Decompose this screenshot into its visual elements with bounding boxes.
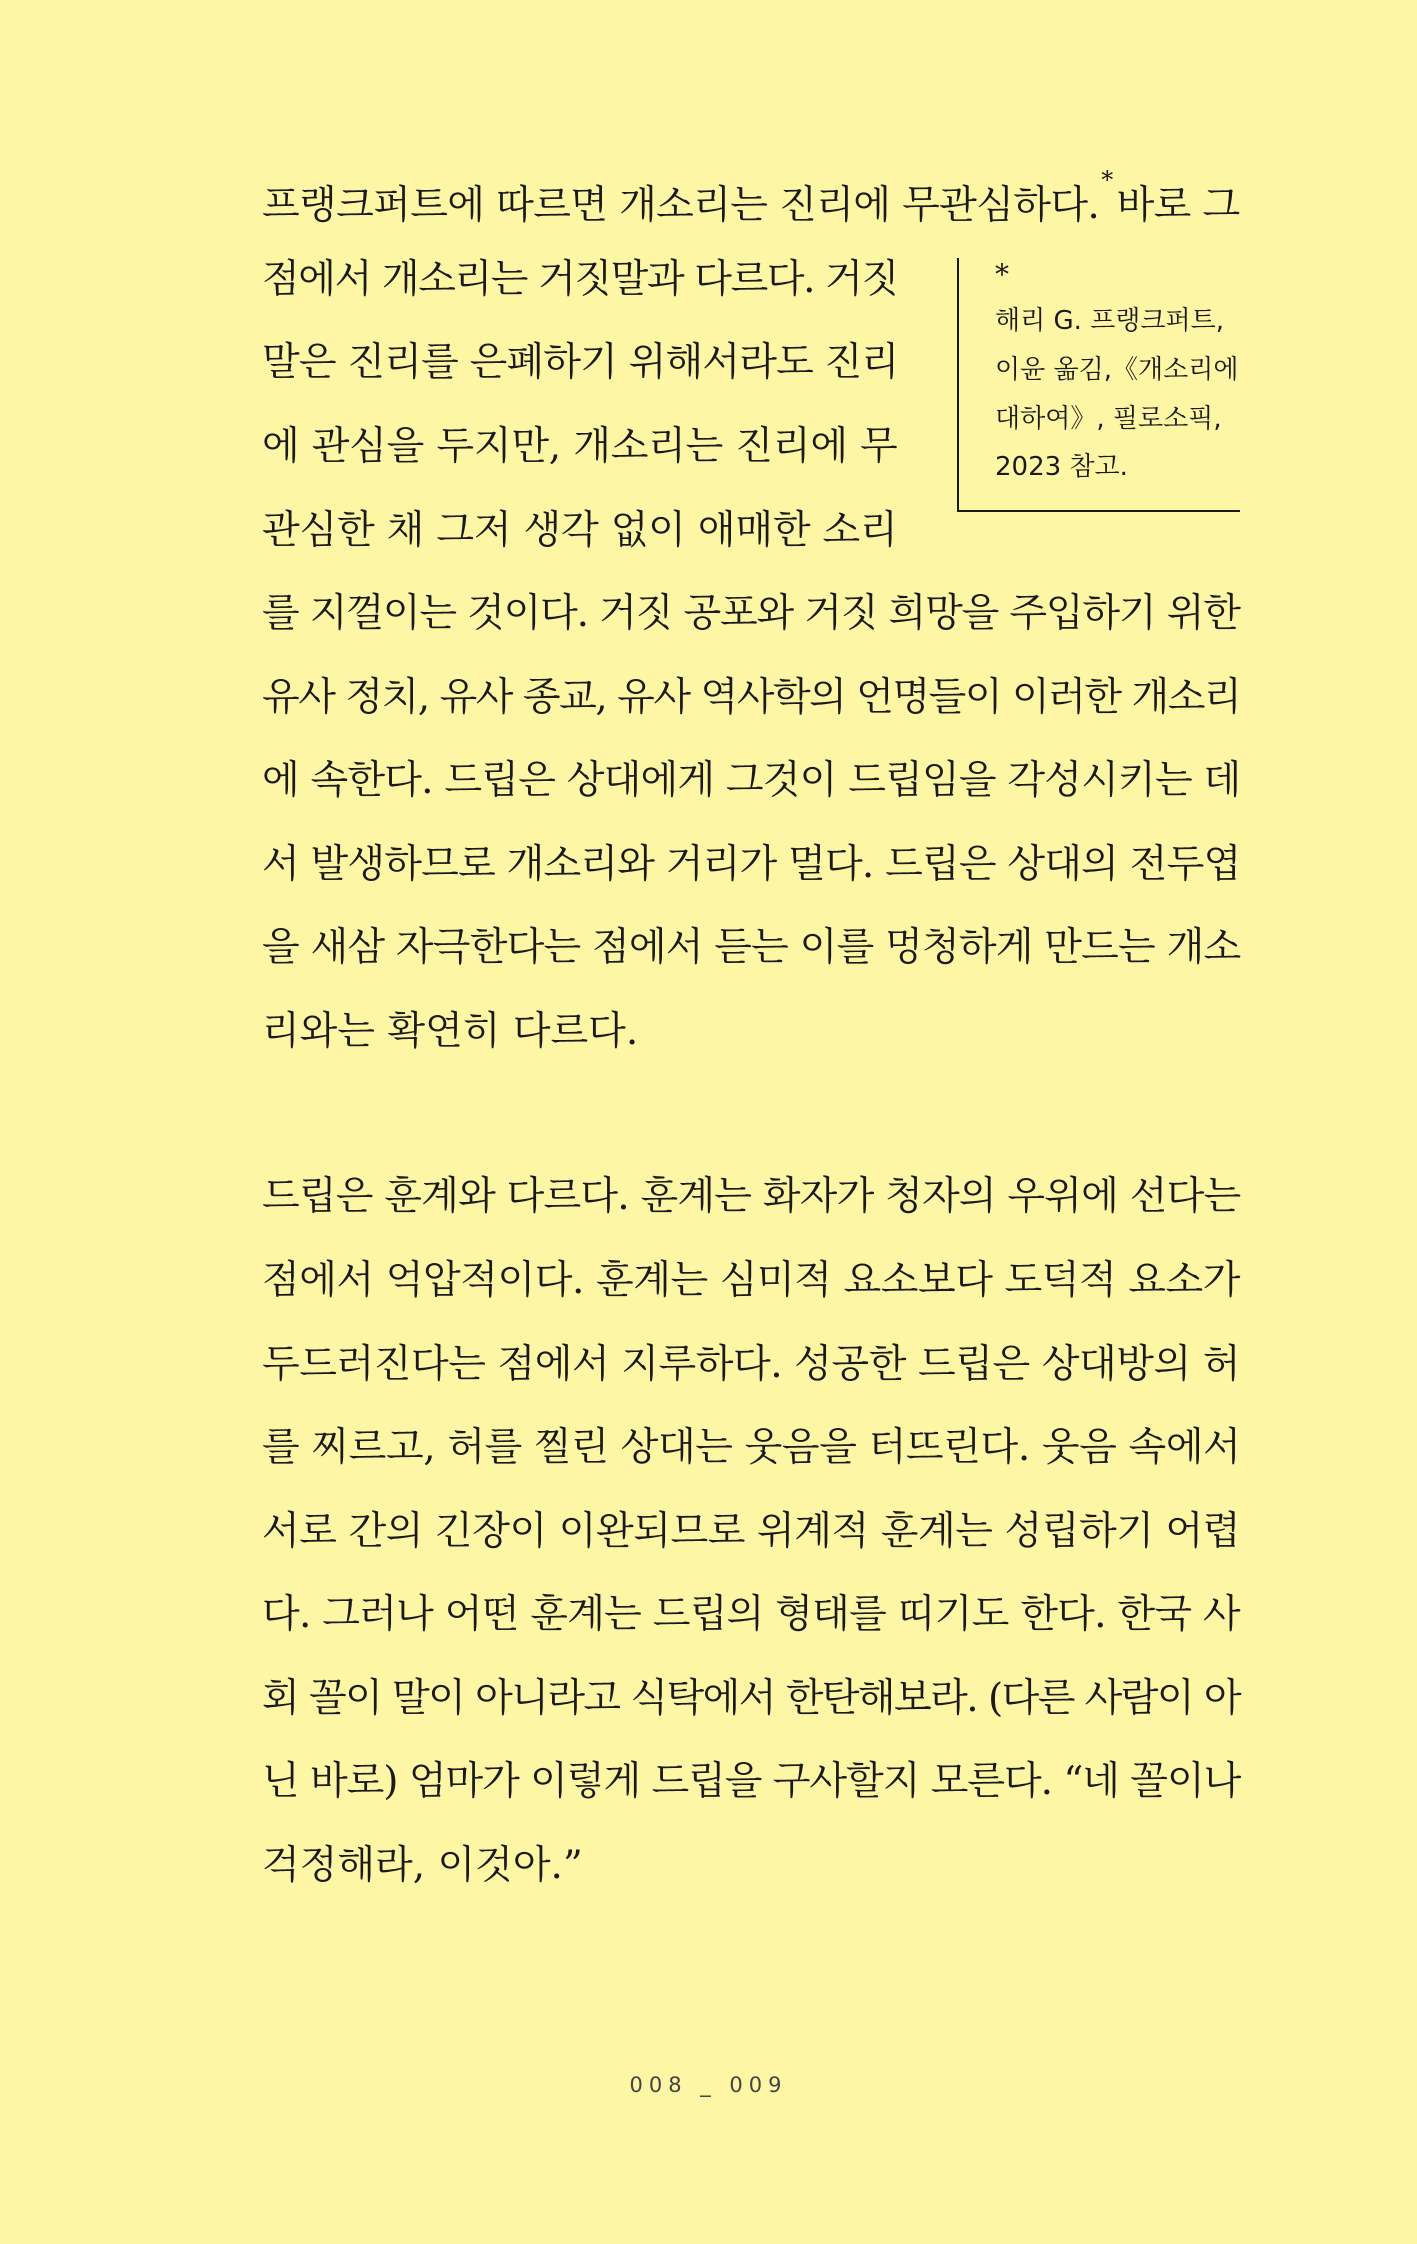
body-line: 리와는 확연히 다르다. [262, 1009, 639, 1054]
footnote-mark: * [995, 258, 1009, 291]
footnote-line: 대하여》, 필로소픽, [995, 404, 1222, 434]
body-line: 에 속한다. 드립은 상대에게 그것이 드립임을 각성시키는 데 [262, 758, 1241, 803]
footnote-line: 이윤 옮김,《개소리에 [995, 355, 1239, 385]
footnote-box [957, 258, 1240, 512]
body-line: 닌 바로) 엄마가 이렇게 드립을 구사할지 모른다. “네 꼴이나 [262, 1759, 1241, 1804]
body-line: 점에서 개소리는 거짓말과 다르다. 거짓 [262, 257, 898, 302]
footnote-line: 2023 참고. [995, 452, 1128, 482]
page-number: 008 _ 009 [629, 2073, 788, 2097]
body-line: 다. 그러나 어떤 훈계는 드립의 형태를 띠기도 한다. 한국 사 [262, 1592, 1240, 1637]
body-line: 말은 진리를 은폐하기 위해서라도 진리 [262, 340, 899, 385]
footnote-line: 해리 G. 프랭크퍼트, [995, 306, 1225, 336]
footnote-reference[interactable]: * [1101, 166, 1113, 194]
body-line: 를 찌르고, 허를 찔린 상대는 웃음을 터뜨린다. 웃음 속에서 [262, 1425, 1241, 1470]
body-line: 관심한 채 그저 생각 없이 애매한 소리 [262, 508, 898, 553]
body-line [262, 166, 1240, 231]
body-line: 회 꼴이 말이 아니라고 식탁에서 한탄해보라. (다른 사람이 아 [262, 1676, 1240, 1721]
body-text: 바로 그 [1116, 183, 1240, 228]
body-line: 를 지껄이는 것이다. 거짓 공포와 거짓 희망을 주입하기 위한 [262, 591, 1240, 636]
body-line: 점에서 억압적이다. 훈계는 심미적 요소보다 도덕적 요소가 [262, 1258, 1240, 1303]
body-line: 유사 정치, 유사 종교, 유사 역사학의 언명들이 이러한 개소리 [262, 675, 1241, 720]
body-text: 프랭크퍼트에 따르면 개소리는 진리에 무관심하다. [262, 183, 1100, 228]
body-line: 서로 간의 긴장이 이완되므로 위계적 훈계는 성립하기 어렵 [262, 1509, 1240, 1554]
body-line: 드립은 훈계와 다르다. 훈계는 화자가 청자의 우위에 선다는 [262, 1174, 1241, 1219]
body-line: 을 새삼 자극한다는 점에서 듣는 이를 멍청하게 만드는 개소 [262, 925, 1241, 970]
body-line: 두드러진다는 점에서 지루하다. 성공한 드립은 상대방의 허 [262, 1342, 1240, 1387]
body-line: 걱정해라, 이것아.” [262, 1843, 583, 1888]
body-line: 에 관심을 두지만, 개소리는 진리에 무 [262, 424, 898, 469]
body-line: 서 발생하므로 개소리와 거리가 멀다. 드립은 상대의 전두엽 [262, 842, 1241, 887]
